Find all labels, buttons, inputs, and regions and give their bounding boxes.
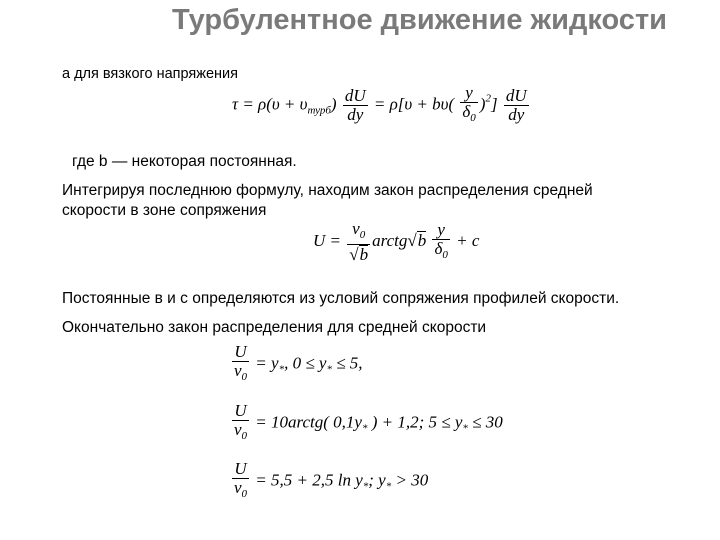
tau-close: ) [330, 94, 337, 114]
du-numerator-2: dU [505, 86, 527, 105]
formula-viscous-sublayer [230, 343, 363, 386]
y-numerator-2: y [432, 221, 449, 240]
f3-cond: ; y [368, 470, 386, 490]
where-b-text: где b — некоторая постоянная. [72, 153, 297, 170]
u-numerator-1: U [232, 343, 249, 362]
dy-denominator-2: dy [508, 105, 525, 124]
tau-bracket: ] [490, 94, 498, 114]
f2-rhs-end: ) + 1,2; 5 ≤ y [367, 412, 463, 432]
u-numerator-3: U [232, 460, 249, 479]
f3-rhs: = 5,5 + 2,5 ln y [255, 470, 363, 490]
v0-3: v [234, 478, 242, 497]
f3-star-2: * [385, 480, 392, 493]
square-exponent: 2 [485, 92, 491, 105]
y-numerator: y [460, 84, 477, 103]
v0-sub-2: 0 [241, 430, 248, 442]
delta-sub: 0 [470, 112, 476, 124]
final-note-text: Окончательно закон распределения для средней скорости [62, 319, 487, 336]
arctg-text: arctg [372, 230, 408, 250]
f2-star-2: * [462, 422, 468, 435]
delta-symbol: δ [462, 102, 471, 121]
f2-cond-end: ≤ 30 [467, 412, 503, 432]
dy-denominator: dy [347, 105, 364, 124]
integrating-text-line2: скорости в зоне сопряжения [62, 202, 267, 219]
tau-lhs: τ = ρ(υ + υ [232, 94, 308, 114]
v0-symbol: v [352, 219, 360, 238]
velocity-law-formula: U = $\frac{v_0}{√b}$ arctg√b $\frac{y}{\delta_0}$ + c [313, 219, 480, 264]
u-v0-fraction-3 [232, 460, 249, 503]
f2-star: * [361, 422, 368, 435]
formula-buffer-layer [230, 402, 503, 445]
delta-symbol-2: δ [434, 238, 443, 258]
tau-close-sq: ) [479, 94, 486, 114]
sqrt-b: b [359, 245, 369, 264]
v0-sub-1: 0 [241, 371, 248, 383]
f3-star: * [362, 480, 369, 493]
f1-star-2: * [326, 363, 332, 376]
slide-title: Турбулентное движение жидкости [172, 4, 667, 36]
f1-cond-end: ≤ 5, [331, 353, 363, 373]
u-v0-fraction-1 [232, 343, 249, 386]
v0-2: v [234, 420, 242, 439]
turb-subscript: турб [307, 104, 331, 117]
v0-1: v [234, 361, 242, 380]
f1-rhs: = y [255, 353, 279, 373]
intro-viscous-text: а для вязкого напряжения [62, 66, 238, 82]
u-numerator-2: U [232, 402, 249, 421]
u-equals: U = [313, 230, 341, 250]
du-numerator: dU [344, 86, 366, 105]
du-dy-fraction [343, 87, 368, 124]
y-delta-fraction-2: $\frac{y}{\delta_0}$ [434, 219, 448, 261]
f1-cond: , 0 ≤ y [284, 353, 327, 373]
tau-formula [232, 84, 531, 127]
tau-eq2: = ρ[υ + bυ( [373, 94, 455, 114]
plus-c: + c [456, 230, 480, 250]
sqrt-b-2: b [417, 230, 427, 250]
f3-cond-end: > 30 [391, 470, 429, 490]
y-delta-fraction [460, 84, 477, 127]
f1-star: * [278, 363, 285, 376]
v0-sub: 0 [359, 229, 366, 241]
constants-note-text: Постоянные в и с определяются из условий сопряжения профилей скорости. [62, 290, 620, 307]
v0-sqrtb-fraction: $\frac{v_0}{√b}$ [349, 219, 369, 264]
f2-rhs: = 10arctg( 0,1y [255, 412, 362, 432]
formula-log-layer [230, 460, 428, 503]
u-v0-fraction-2 [232, 402, 249, 445]
integrating-text-line1: Интегрируя последнюю формулу, находим закон распределения средней [62, 182, 593, 199]
v0-sub-3: 0 [241, 488, 248, 500]
du-dy-fraction-2 [504, 87, 529, 124]
